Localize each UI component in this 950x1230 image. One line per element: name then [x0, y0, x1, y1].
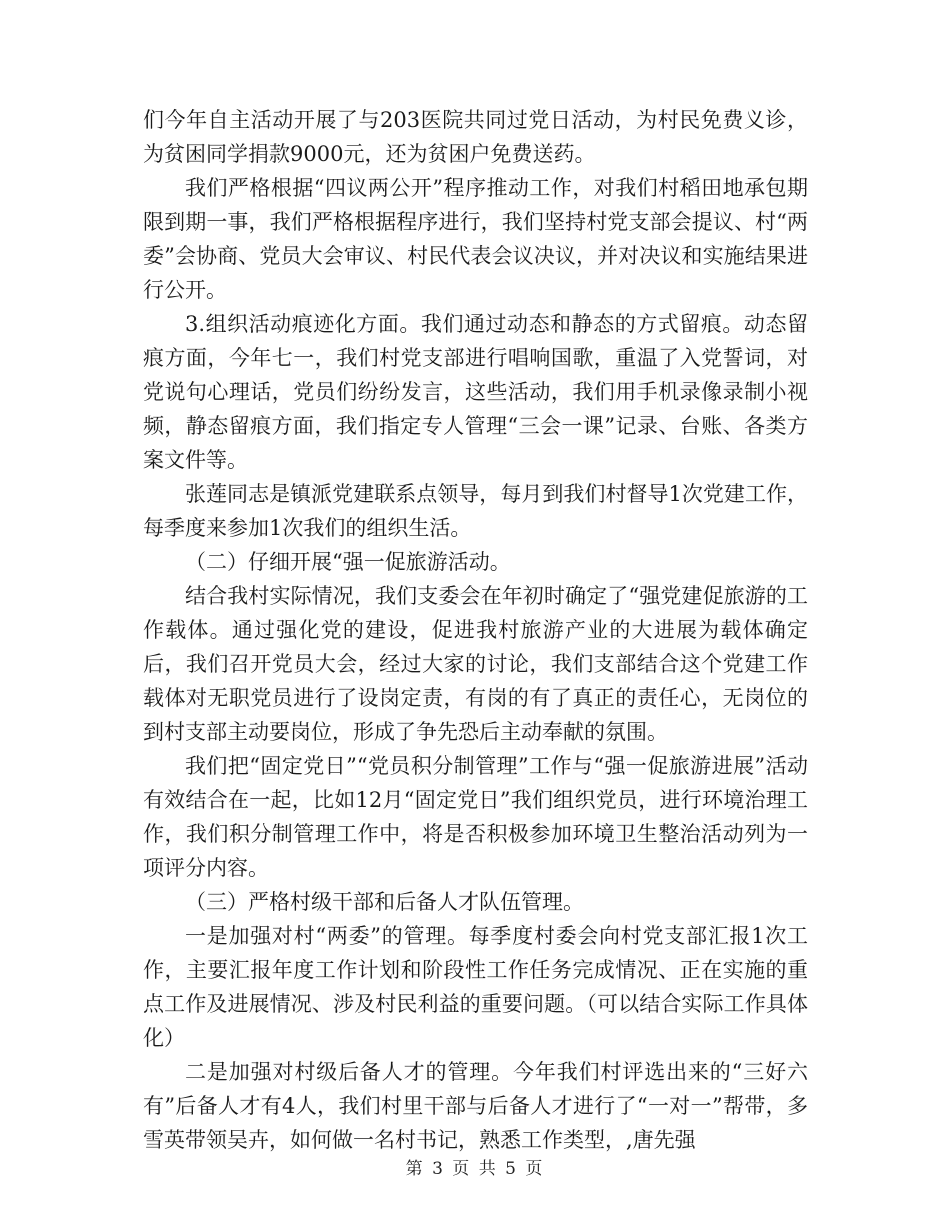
paragraph-4: 张莲同志是镇派党建联系点领导，每月到我们村督导1次党建工作，每季度来参加1次我们的组织生活。	[143, 482, 808, 540]
section-heading-3: （三）严格村级干部和后备人才队伍管理。	[185, 890, 584, 914]
page-number-footer: 第 3 页 共 5 页	[405, 1159, 545, 1179]
paragraph-2: 我们严格根据“四议两公开”程序推动工作，对我们村稻田地承包期限到期一事，我们严格根据程序进行，我们坚持村党支部会提议、村“两委”会协商、党员大会审议、村民代表会议决议，并对决议和实施结果进行公开。	[143, 176, 808, 302]
paragraph-6: 我们把“固定党日”“党员积分制管理”工作与“强一促旅游进展”活动有效结合在一起，比如12月“固定党日”我们组织党员，进行环境治理工作，我们积分制管理工作中，将是否积极参加环境卫生整治活动列为一项评分内容。	[143, 754, 808, 880]
document-body	[143, 103, 808, 1157]
paragraph-8: 二是加强对村级后备人才的管理。今年我们村评选出来的“三好六有”后备人才有4人，我们村里干部与后备人才进行了“一对一”帮带，多雪英带领吴卉，如何做一名村书记，熟悉工作类型，,唐先强	[143, 1060, 808, 1152]
paragraph-5: 结合我村实际情况，我们支委会在年初时确定了“强党建促旅游的工作载体。通过强化党的建设，促进我村旅游产业的大进展为载体确定后，我们召开党员大会，经过大家的讨论，我们支部结合这个党建工作载体对无职党员进行了设岗定责，有岗的有了真正的责任心，无岗位的到村支部主动要岗位，形成了争先恐后主动奉献的氛围。	[143, 584, 808, 744]
paragraph-1: 们今年自主活动开展了与203医院共同过党日活动，为村民免费义诊，为贫困同学捐款9000元，还为贫困户免费送药。	[143, 108, 808, 166]
paragraph-3: 3.组织活动痕迹化方面。我们通过动态和静态的方式留痕。动态留痕方面，今年七一，我们村党支部进行唱响国歌，重温了入党誓词，对党说句心理话，党员们纷纷发言，这些活动，我们用手机录像录制小视频，静态留痕方面，我们指定专人管理“三会一课”记录、台账、各类方案文件等。	[143, 312, 808, 472]
section-heading-2: （二）仔细开展“强一促旅游活动。	[185, 550, 511, 574]
paragraph-7: 一是加强对村“两委”的管理。每季度村委会向村党支部汇报1次工作，主要汇报年度工作计划和阶段性工作任务完成情况、正在实施的重点工作及进展情况、涉及村民利益的重要问题。（可以结合实际工作具体化）	[143, 924, 808, 1050]
